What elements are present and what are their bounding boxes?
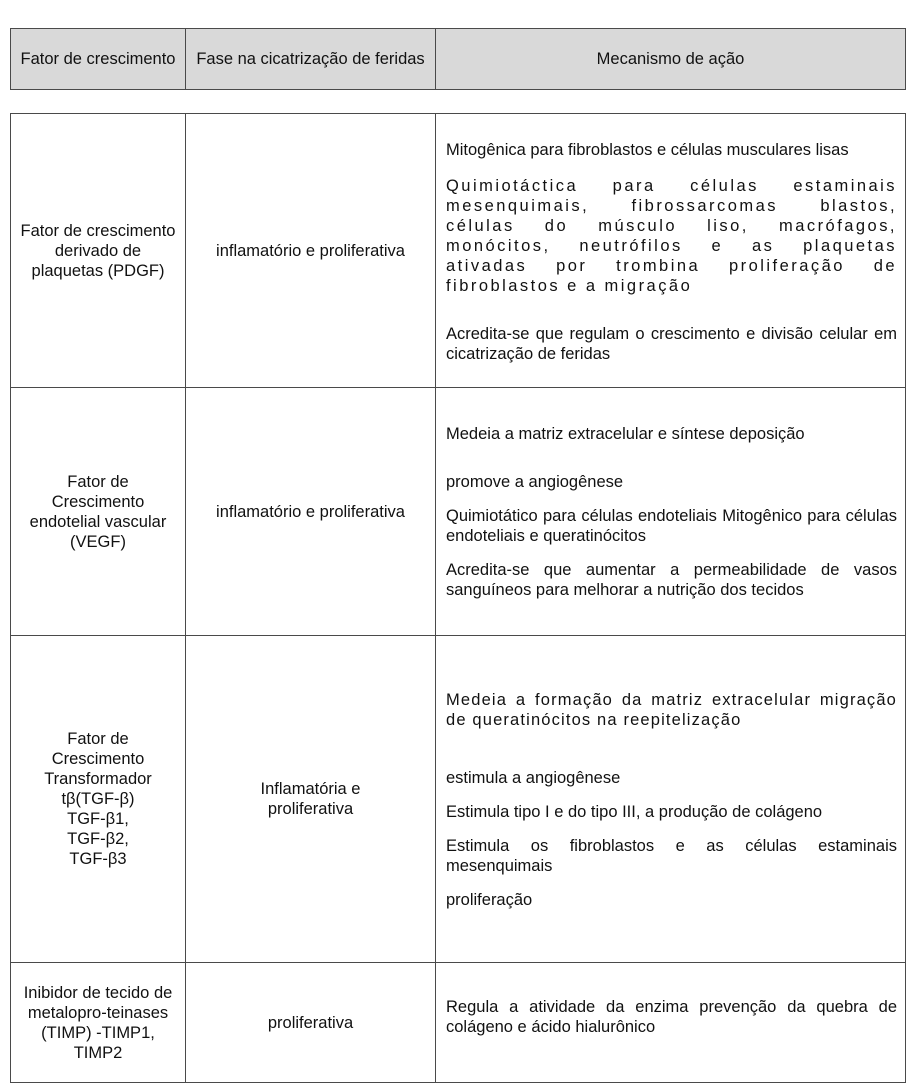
mechanism-item: Regula a atividade da enzima prevenção da quebra de colágeno e ácido hialurônico	[446, 997, 897, 1036]
factor-cell	[11, 963, 186, 1083]
growth-factor-table	[10, 113, 906, 1083]
mechanism-text: Quimiotáctica para células estaminais mesenquimais, fibrossarcomas blastos, células do músculo liso, macrófagos, monócitos, neutrófilos e as plaquetas ativadas por trombina proliferação de fibroblastos e a migração	[446, 176, 897, 295]
mechanism-cell	[436, 963, 906, 1083]
mechanism-item: Mitogênica para fibroblastos e células musculares lisas	[446, 140, 849, 159]
factor-line: Transformador	[44, 770, 152, 788]
factor-cell	[11, 388, 186, 636]
header-mechanism: Mecanismo de ação	[436, 29, 906, 90]
mechanism-item: promove a angiogênese	[446, 472, 624, 491]
phase-cell: proliferativa	[186, 963, 436, 1083]
table-row	[11, 388, 906, 636]
factor-name: Inibidor de tecido de metalopro-teinases (TIMP) -TIMP1, TIMP2	[23, 983, 173, 1062]
mechanism-item: estimula a angiogênese	[446, 769, 621, 787]
factor-name: Fator de crescimento derivado de plaquetas (PDGF)	[20, 221, 176, 280]
header-growth-factor: Fator de crescimento	[11, 29, 186, 90]
factor-cell	[11, 636, 186, 963]
factor-name: Fator de Crescimento endotelial vascular (VEGF)	[29, 472, 167, 551]
mechanism-item: proliferação	[446, 891, 533, 909]
phase-cell: inflamatório e proliferativa	[186, 388, 436, 636]
table-header	[10, 28, 906, 90]
factor-cell	[11, 114, 186, 388]
mechanism-item: Acredita-se que aumentar a permeabilidade de vasos sanguíneos para melhorar a nutrição dos tecidos	[446, 560, 897, 599]
phase-cell: inflamatório e proliferativa	[186, 114, 436, 388]
table-row	[11, 114, 906, 388]
factor-line: TGF-β1,	[67, 810, 129, 828]
mechanism-item	[446, 690, 897, 730]
mechanism-item: Acredita-se que regulam o crescimento e divisão celular em cicatrização de feridas	[446, 324, 897, 363]
mechanism-item	[446, 176, 897, 296]
mechanism-text: Medeia a formação da matriz extracelular migração de queratinócitos na reepitelização	[446, 691, 897, 729]
factor-line: tβ(TGF-β)	[61, 790, 135, 808]
table-row	[11, 636, 906, 963]
factor-line: TGF-β2,	[67, 830, 129, 848]
factor-line: Crescimento	[51, 750, 145, 768]
mechanism-cell	[436, 388, 906, 636]
mechanism-item: Estimula os fibroblastos e as células estaminais mesenquimais	[446, 837, 897, 875]
mechanism-cell	[436, 114, 906, 388]
mechanism-item: Medeia a matriz extracelular e síntese deposição	[446, 424, 805, 443]
mechanism-cell	[436, 636, 906, 963]
header-healing-phase: Fase na cicatrização de feridas	[186, 29, 436, 90]
phase-cell	[186, 636, 436, 963]
factor-line: TGF-β3	[69, 850, 127, 868]
mechanism-item: Quimiotático para células endoteliais Mitogênico para células endoteliais e queratinócitos	[446, 506, 897, 545]
table-row	[11, 963, 906, 1083]
mechanism-item: Estimula tipo I e do tipo III, a produção de colágeno	[446, 803, 823, 821]
factor-line: Fator de	[67, 730, 129, 748]
phase-text: Inflamatória e proliferativa	[260, 780, 361, 818]
